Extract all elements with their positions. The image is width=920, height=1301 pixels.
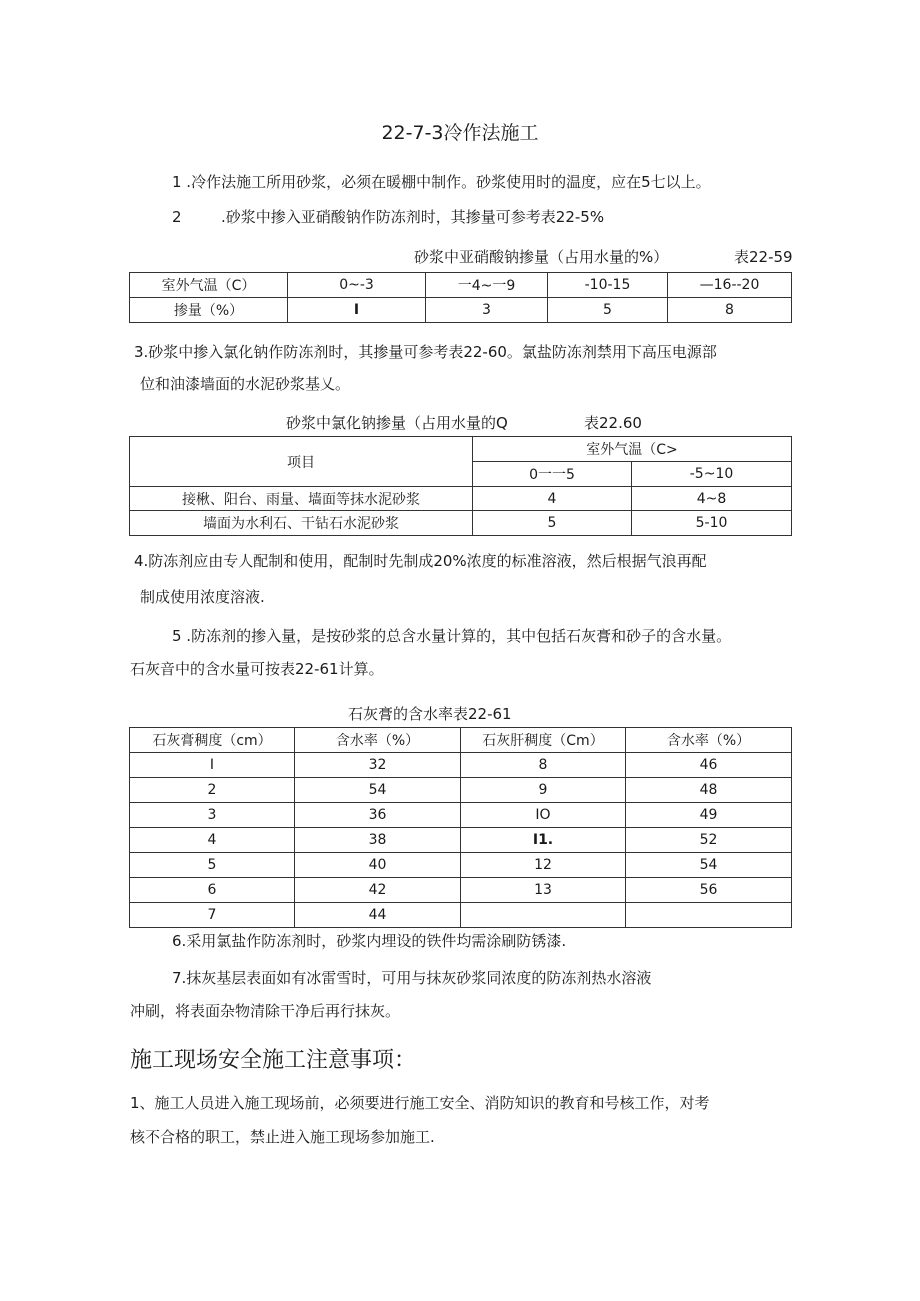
- table-cell: 36: [295, 803, 461, 828]
- table-row: [130, 828, 792, 853]
- table-cell: I: [130, 753, 295, 778]
- paragraph-7-line-2: 冲刷，将表面杂物清除干净后再行抹灰。: [130, 1002, 401, 1020]
- table-cell: 一4~一9: [426, 273, 548, 298]
- table-cell: 2: [130, 778, 295, 803]
- table-cell: 5: [130, 853, 295, 878]
- paragraph-7-line-1: 7.抹灰基层表面如有冰雷雪时，可用与抹灰砂浆同浓度的防冻剂热水溶液: [172, 969, 652, 987]
- table-cell: 8: [668, 298, 792, 323]
- table-1: [129, 272, 792, 323]
- table-cell: —16--20: [668, 273, 792, 298]
- table-cell: 4~8: [632, 487, 792, 511]
- table-2: [129, 436, 792, 536]
- table-row: [130, 728, 792, 753]
- table-cell: 3: [130, 803, 295, 828]
- table-cell: 52: [626, 828, 792, 853]
- table-2-caption: 砂浆中氯化钠掺量（占用水量的Q: [286, 414, 508, 432]
- paragraph-1: 1 .冷作法施工所用砂浆，必须在暖棚中制作。砂浆使用时的温度，应在5七以上。: [172, 173, 711, 191]
- table-row: [130, 853, 792, 878]
- safety-item-1-line-1: 1、施工人员进入施工现场前，必须要进行施工安全、消防知识的教育和号核工作，对考: [130, 1094, 710, 1112]
- paragraph-2-number: 2: [172, 208, 182, 226]
- table-3: [129, 727, 792, 928]
- paragraph-6: 6.采用氯盐作防冻剂时，砂浆内埋设的铁件均需涂刷防锈漆.: [172, 932, 567, 950]
- table-cell: 42: [295, 878, 461, 903]
- table-row: [130, 778, 792, 803]
- table-cell: 室外气温（C）: [130, 273, 288, 298]
- table-cell: 8: [461, 753, 626, 778]
- table-row: [130, 298, 792, 323]
- table-cell: 44: [295, 903, 461, 928]
- table-cell: 49: [626, 803, 792, 828]
- table-cell: 3: [426, 298, 548, 323]
- table-row: [130, 511, 792, 536]
- table-cell: 48: [626, 778, 792, 803]
- table-cell: [461, 903, 626, 928]
- paragraph-3-line-2: 位和油漆墙面的水泥砂浆基乂。: [140, 375, 351, 393]
- table-cell: 6: [130, 878, 295, 903]
- table-cell: 46: [626, 753, 792, 778]
- paragraph-3-line-1: 3.砂浆中掺入氯化钠作防冻剂时，其掺量可参考表22-60。氯盐防冻剂禁用下高压电源部: [134, 343, 717, 361]
- table-cell: 墙面为水利石、干钻石水泥砂浆: [130, 511, 473, 536]
- paragraph-5-line-2: 石灰音中的含水量可按表22-61计算。: [130, 660, 384, 678]
- table-cell: 38: [295, 828, 461, 853]
- table-row: [130, 903, 792, 928]
- paragraph-5-line-1: 5 .防冻剂的掺入量，是按砂浆的总含水量计算的，其中包括石灰膏和砂子的含水量。: [172, 627, 732, 645]
- table-header-item: 项目: [130, 437, 473, 487]
- table-1-caption: 砂浆中亚硝酸钠掺量（占用水量的%）: [414, 248, 669, 266]
- safety-section-title: 施工现场安全施工注意事项：: [130, 1048, 417, 1073]
- table-header-cell: 0一一5: [473, 462, 632, 487]
- table-cell: 32: [295, 753, 461, 778]
- table-cell: 40: [295, 853, 461, 878]
- table-cell: I: [288, 298, 426, 323]
- table-cell: 掺量（%）: [130, 298, 288, 323]
- table-header-cell: 含水率（%）: [295, 728, 461, 753]
- table-row: [130, 487, 792, 511]
- paragraph-4-line-2: 制成使用浓度溶液.: [140, 588, 265, 606]
- table-cell: -10-15: [548, 273, 668, 298]
- table-1-number: 表22-59: [734, 248, 793, 266]
- table-cell: IO: [461, 803, 626, 828]
- table-cell: 56: [626, 878, 792, 903]
- table-cell: 5: [473, 511, 632, 536]
- table-row: [130, 437, 792, 462]
- table-header-cell: 含水率（%）: [626, 728, 792, 753]
- paragraph-2: .砂浆中掺入亚硝酸钠作防冻剂时，其掺量可参考表22-5%: [221, 208, 605, 226]
- table-header-cell: 石灰肝稠度（Cm）: [461, 728, 626, 753]
- table-cell: 7: [130, 903, 295, 928]
- section-heading: 22-7-3冷作法施工: [381, 122, 539, 144]
- table-header-cell: 石灰膏稠度（cm）: [130, 728, 295, 753]
- table-cell: 4: [473, 487, 632, 511]
- table-row: [130, 273, 792, 298]
- table-2-number: 表22.60: [584, 414, 642, 432]
- safety-item-1-line-2: 核不合格的职工，禁止进入施工现场参加施工.: [130, 1128, 435, 1146]
- table-cell: 5: [548, 298, 668, 323]
- table-cell: 接楸、阳台、雨量、墙面等抹水泥砂浆: [130, 487, 473, 511]
- table-header-cell: -5~10: [632, 462, 792, 487]
- table-cell: 54: [295, 778, 461, 803]
- table-cell: 0~-3: [288, 273, 426, 298]
- table-cell: [626, 903, 792, 928]
- paragraph-4-line-1: 4.防冻剂应由专人配制和使用，配制时先制成20%浓度的标准溶液，然后根据气浪再配: [134, 552, 707, 570]
- table-header-temp: 室外气温（C>: [473, 437, 792, 462]
- table-row: [130, 803, 792, 828]
- table-cell: 9: [461, 778, 626, 803]
- table-cell: I1.: [461, 828, 626, 853]
- table-cell: 4: [130, 828, 295, 853]
- table-cell: 12: [461, 853, 626, 878]
- table-cell: 13: [461, 878, 626, 903]
- table-3-caption: 石灰膏的含水率表22-61: [348, 705, 512, 723]
- table-cell: 54: [626, 853, 792, 878]
- table-row: [130, 753, 792, 778]
- table-cell: 5-10: [632, 511, 792, 536]
- table-row: [130, 878, 792, 903]
